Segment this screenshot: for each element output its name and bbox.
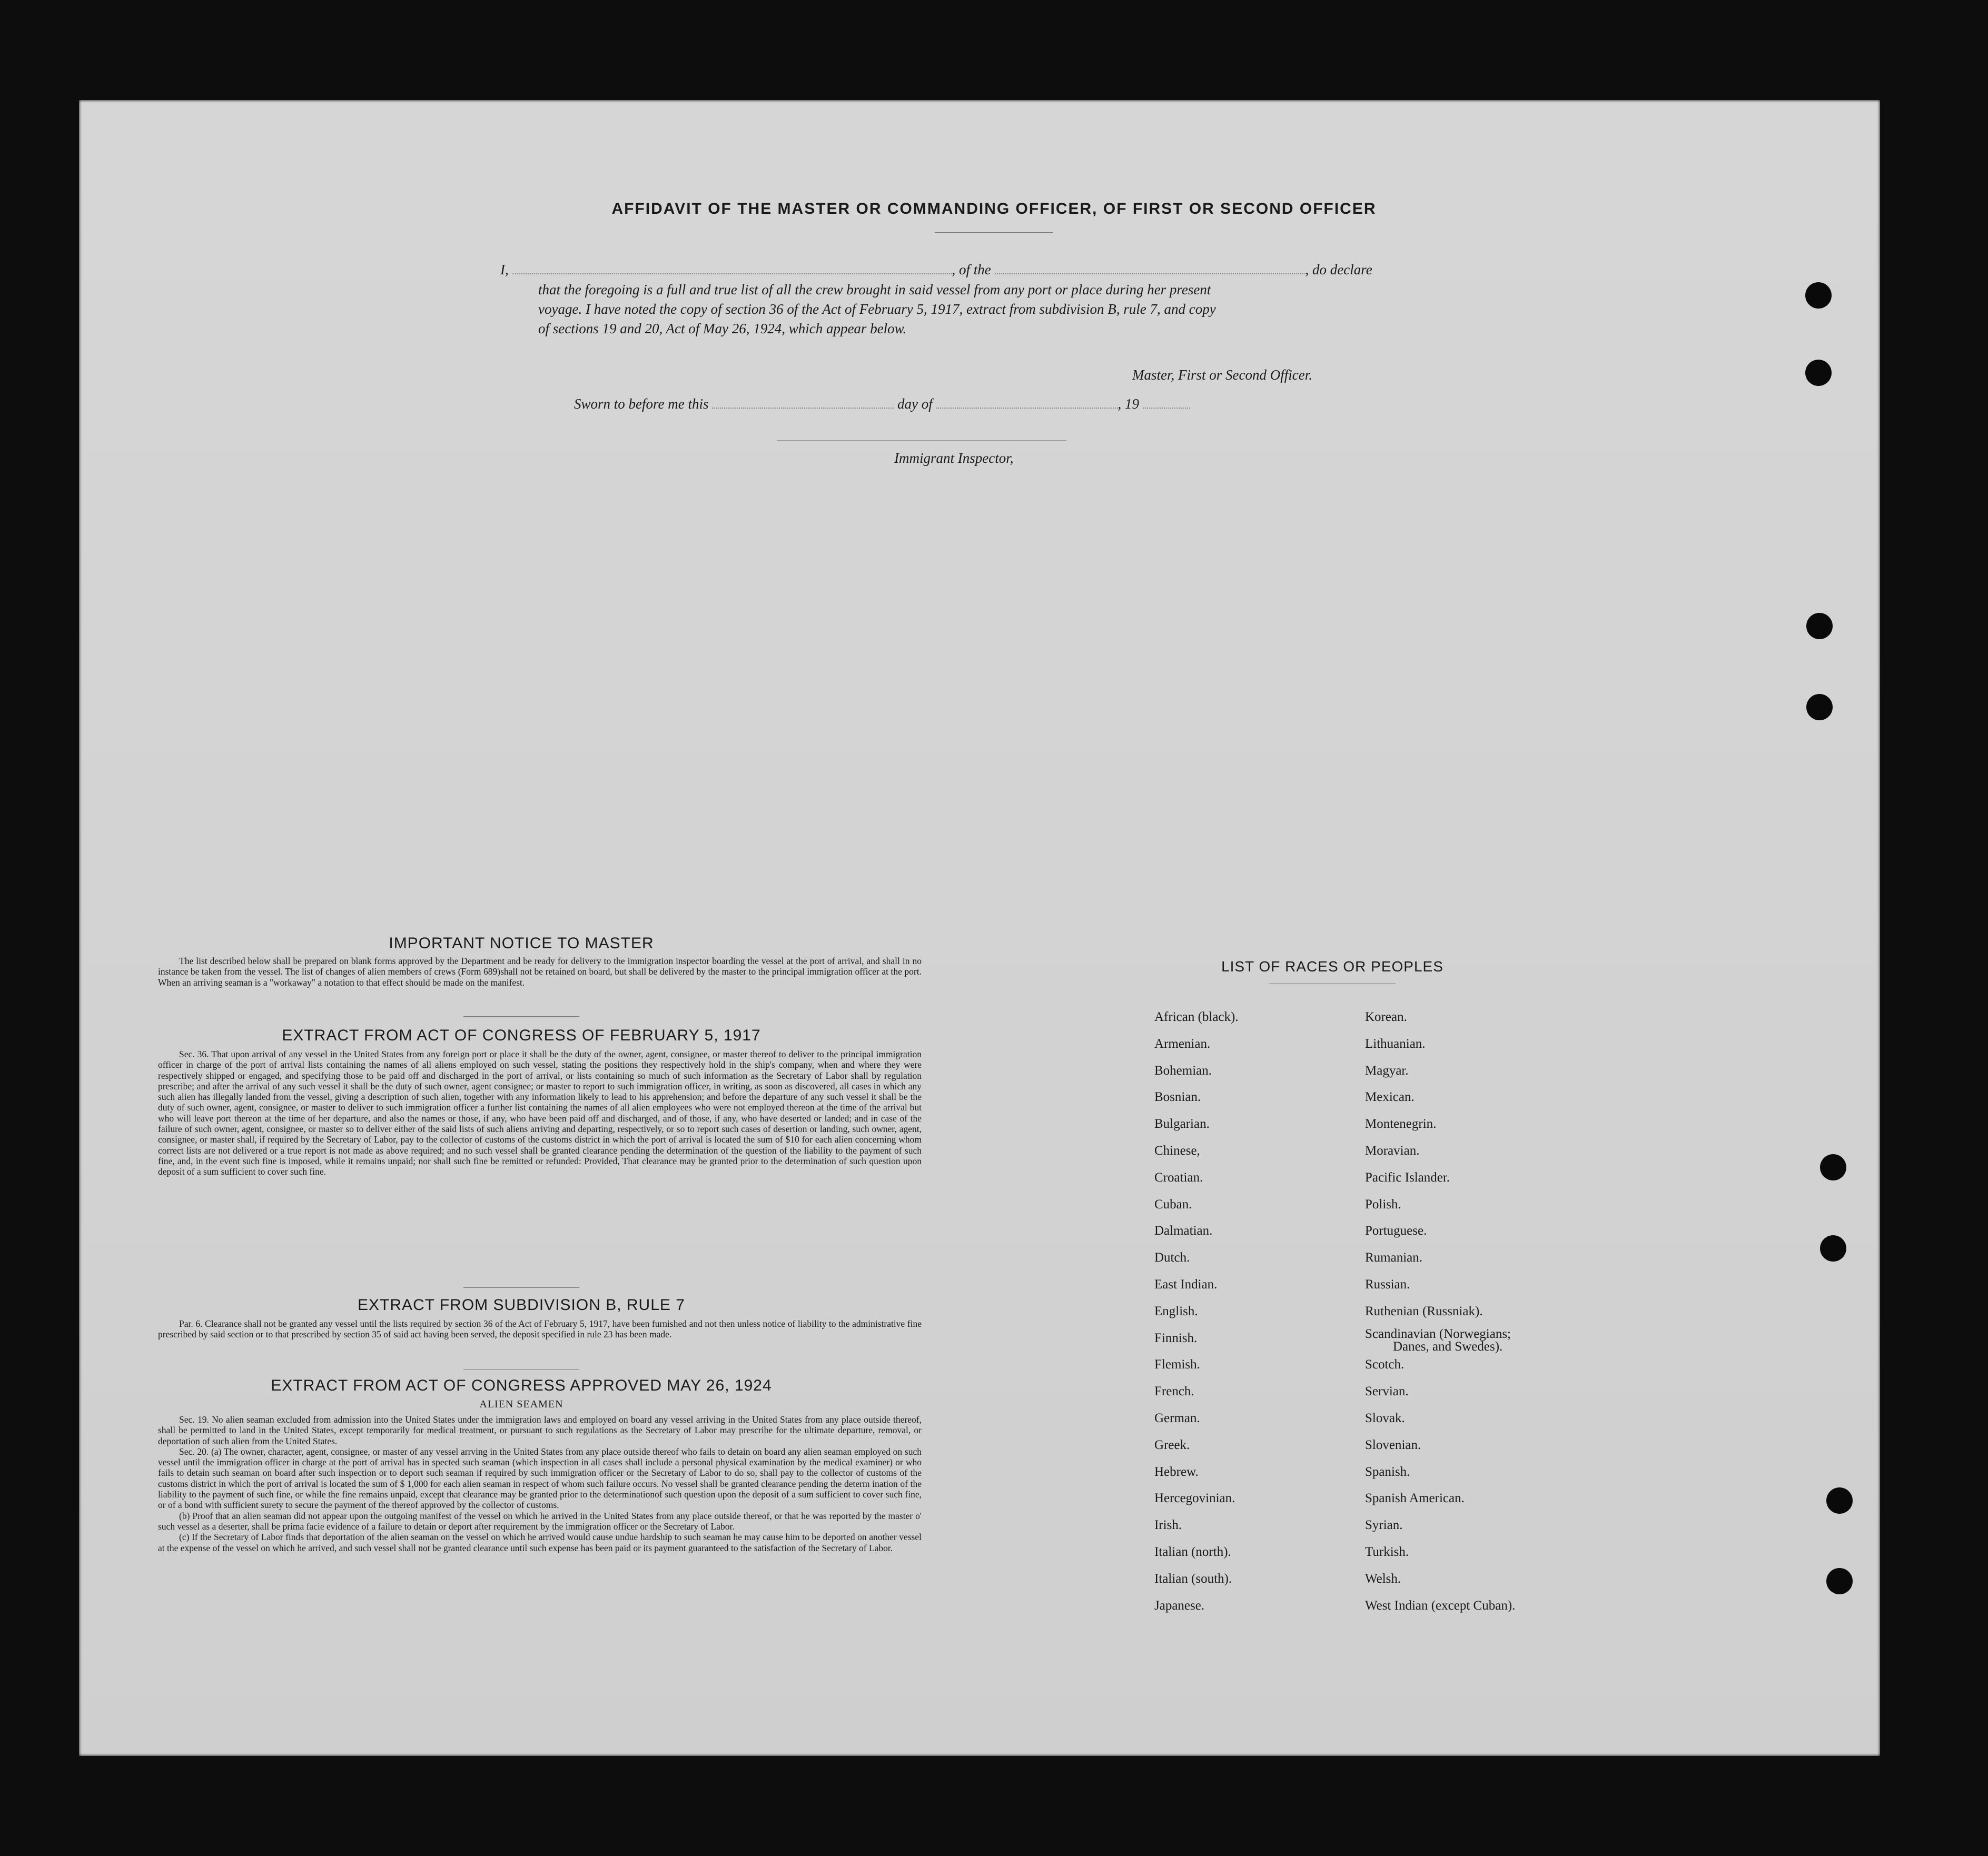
race-item: Servian. <box>1365 1384 1409 1399</box>
race-item: French. <box>1154 1384 1194 1399</box>
divider <box>935 232 1053 233</box>
affidavit-declaration-line <box>500 262 1372 278</box>
divider <box>463 1016 579 1017</box>
race-item: Montenegrin. <box>1365 1117 1437 1132</box>
race-item: Italian (north). <box>1154 1545 1231 1559</box>
race-item: Rumanian. <box>1365 1250 1423 1265</box>
extract-1924-title: EXTRACT FROM ACT OF CONGRESS APPROVED MAY 26, 1924 <box>271 1377 772 1394</box>
race-item: Mexican. <box>1365 1090 1415 1105</box>
race-item: Lithuanian. <box>1365 1036 1426 1051</box>
race-item: Greek. <box>1154 1437 1190 1452</box>
race-item: Ruthenian (Russniak). <box>1365 1304 1483 1318</box>
race-item: Japanese. <box>1154 1598 1205 1613</box>
race-item: Finnish. <box>1154 1331 1198 1345</box>
declare-label: , do declare <box>1305 262 1372 277</box>
year-label: , 19 <box>1117 396 1139 412</box>
extract-1917-body: Sec. 36. That upon arrival of any vessel in the United States from any foreign port or place it shall be the duty of the owner, agent, consignee, or master thereof to deliver to the principal immigration officer in charge of the port of arrival lists containing the names of all aliens employed on such vessel, stating the positions they respectively hold in the ship's company, when and where they were respectively shipped or engaged, and specifying those to be paid off and discharged in the port of arrival, or lists containing so much of such information as the Secretary of Labor shall by regulation prescribe; and after the arrival of any such vessel it shall be the duty of such owner, agent consignee; or master to report to such immigration officer, in writing, as soon as discovered, all cases in which any such alien has illegally landed from the vessel, giving a description of such alien, together with any information likely to lead to his apprehension; and before the departure of any such vessel it shall be the duty of such owner, agent, consignee, or master to deliver to such immigration officer a further list containing the names of all alien employees who were not employed thereon at the time of the arrival but who will leave port thereon at the time of her departure, and also the names or those, if any, who have been paid off and discharged, and of those, if any, who have deserted or landed; and in case of the failure of such owner, agent, consignee, or master so to deliver either of the said lists of such aliens arriving and departing, respectively, or so to report such cases of desertion or landing, such owner, agent, consignee, or master shall, if required by the Secretary of Labor, pay to the collector of customs of the customs district in which the port of arrival is located the sum of $10 for each alien concerning whom correct lists are not delivered or a true report is not made as above required; and no such vessel shall be granted clearance pending the determination of the question of the liability to the payment of such fine, and, in the event such fine is imposed, while it remains unpaid; nor shall such fine be remitted or refunded: Provided, That clearance may be granted prior to the determination of such question upon deposit of a sum sufficient to cover such fine. <box>158 1049 922 1177</box>
race-item: Pacific Islander. <box>1365 1170 1450 1185</box>
affidavit-title: AFFIDAVIT OF THE MASTER OR COMMANDING OFFICER, OF FIRST OR SECOND OFFICER <box>611 200 1377 217</box>
alien-seamen-subtitle: ALIEN SEAMEN <box>479 1398 563 1410</box>
binder-hole <box>1826 1487 1853 1514</box>
sec20b-paragraph: (b) Proof that an alien seaman did not appear upon the outgoing manifest of the vessel on which he arrived in the United States from any place outside thereof, or that he was reported by the master o' such vessel as a deserter, shall be prima facie evidence of a failure to detain or deport after requirement by the immigration officer or the Secretary of Labor. <box>158 1510 922 1532</box>
sworn-day-field[interactable] <box>712 408 894 409</box>
master-signature-label: Master, First or Second Officer. <box>1132 367 1312 383</box>
race-item: Flemish. <box>1154 1357 1200 1372</box>
race-item: Syrian. <box>1365 1518 1403 1533</box>
notice-title: IMPORTANT NOTICE TO MASTER <box>389 935 654 952</box>
race-item: East Indian. <box>1154 1277 1218 1292</box>
sworn-month-field[interactable] <box>936 408 1118 409</box>
binder-hole <box>1806 694 1833 720</box>
race-item: West Indian (except Cuban). <box>1365 1598 1516 1613</box>
sec19-paragraph: Sec. 19. No alien seaman excluded from admission into the United States under the immigration laws and employed on board any vessel arriving in the United States from any place outside thereof, shall be permitted to land in the United States, except temporarily for medical treatment, or pursuant to such regulations as the Secretary of Labor may prescribe for the ultimate departure, removal, or deportation of such alien from the United States. <box>158 1414 922 1446</box>
race-item: Scotch. <box>1365 1357 1405 1372</box>
inspector-label: Immigrant Inspector, <box>894 450 1014 466</box>
race-item: Slovenian. <box>1365 1437 1421 1452</box>
race-item: Cuban. <box>1154 1197 1192 1212</box>
race-item: Croatian. <box>1154 1170 1203 1185</box>
race-item: Russian. <box>1365 1277 1410 1292</box>
vessel-name-field[interactable] <box>995 273 1305 274</box>
binder-hole <box>1820 1154 1846 1180</box>
race-item: German. <box>1154 1411 1200 1425</box>
binder-hole <box>1826 1568 1853 1594</box>
race-item: Armenian. <box>1154 1036 1211 1051</box>
sec20c-paragraph: (c) If the Secretary of Labor finds that deportation of the alien seaman on the vessel on which he arrived would cause undue hardship to such seaman he may cause him to be deported on another vessel at the expense of the vessel on which he arrived, and such vessel shall not be granted clearance until such expense has been paid or its payment guaranteed to the satisfaction of the Secretary of Labor. <box>158 1532 922 1553</box>
race-item: Chinese, <box>1154 1144 1200 1158</box>
race-item: Slovak. <box>1365 1411 1405 1425</box>
race-item: Irish. <box>1154 1518 1182 1533</box>
race-item: Scandinavian (Norwegians; <box>1365 1326 1511 1341</box>
binder-hole <box>1805 282 1832 309</box>
binder-hole <box>1820 1235 1846 1262</box>
races-title: LIST OF RACES OR PEOPLES <box>1221 958 1443 975</box>
race-item: Welsh. <box>1365 1571 1401 1586</box>
declarant-label: I, <box>500 262 509 277</box>
vessel-label: , of the <box>952 262 991 277</box>
affidavit-text-line: that the foregoing is a full and true list of all the crew brought in said vessel from any port or place during her present <box>538 282 1211 297</box>
race-item: Bulgarian. <box>1154 1117 1210 1132</box>
race-item: Turkish. <box>1365 1545 1409 1559</box>
affidavit-text-line: of sections 19 and 20, Act of May 26, 1924, which appear below. <box>538 321 907 336</box>
extract-1917-title: EXTRACT FROM ACT OF CONGRESS OF FEBRUARY 5, 1917 <box>282 1027 761 1044</box>
divider <box>463 1287 579 1288</box>
race-item: Dalmatian. <box>1154 1224 1213 1238</box>
race-item: Dutch. <box>1154 1250 1190 1265</box>
race-item: Bosnian. <box>1154 1090 1201 1105</box>
binder-hole <box>1806 613 1833 639</box>
race-item: Hebrew. <box>1154 1464 1199 1479</box>
race-item: Polish. <box>1365 1197 1401 1212</box>
rule7-body: Par. 6. Clearance shall not be granted any vessel until the lists required by section 36 of the Act of February 5, 1917, have been furnished and not then unless notice of liability to the administrative fine prescribed by said section or to that prescribed by section 35 of said act having been served, the deposit specified in rule 23 has been made. <box>158 1318 922 1340</box>
affidavit-text-line: voyage. I have noted the copy of section 36 of the Act of February 5, 1917, extract from subdivision B, rule 7, and copy <box>538 301 1216 317</box>
sworn-line <box>574 396 1190 412</box>
race-item: Spanish American. <box>1365 1491 1465 1506</box>
declarant-name-field[interactable] <box>512 273 952 274</box>
race-item-continuation: Danes, and Swedes). <box>1393 1339 1503 1354</box>
race-item: Korean. <box>1365 1010 1407 1024</box>
race-item: Magyar. <box>1365 1063 1409 1078</box>
extract-1924-body <box>158 1414 922 1553</box>
race-item: Spanish. <box>1365 1464 1410 1479</box>
inspector-signature-line[interactable] <box>777 440 1066 441</box>
race-item: Portuguese. <box>1365 1224 1427 1238</box>
sworn-label: Sworn to before me this <box>574 396 709 412</box>
race-item: Italian (south). <box>1154 1571 1232 1586</box>
sec20a-paragraph: Sec. 20. (a) The owner, character, agent, consignee, or master of any vessel arrving in the United States from any place outside thereof who fails to detain on board any alien seaman employed on such vessel until the immigration officer in charge at the port of arrival has in spected such seaman (which inspection in all cases shall include a personal physical examination by the medical examiner) or who fails to detain such seaman on board after such inspection or to deport such seaman if required by such immigration officer or the Secretary of Labor to do so, shall pay to the collector of customs of the customs district in which the port of arrival is located the sum of $ 1,000 for each alien seaman in respect of whom such failure occurs. No vessel shall be granted clearance pending the determ ination of the liability to the payment of such fine, or while the fine remains unpaid, except that clearance may be granted prior to the determinationof such question upon the deposit of a sum sufficient to cover such fine, or of a bond with sufficient surety to secure the payment of the thereof approved by the collector of customs. <box>158 1446 922 1511</box>
race-item: English. <box>1154 1304 1198 1318</box>
race-item: Moravian. <box>1365 1144 1420 1158</box>
race-item: African (black). <box>1154 1010 1239 1024</box>
binder-hole <box>1805 360 1832 386</box>
rule7-title: EXTRACT FROM SUBDIVISION B, RULE 7 <box>358 1296 685 1314</box>
day-of-label: day of <box>897 396 933 412</box>
race-item: Hercegovinian. <box>1154 1491 1235 1506</box>
notice-body: The list described below shall be prepared on blank forms approved by the Department and be ready for delivery to the immigration inspector boarding the vessel at the port of arrival, and shall in no instance be taken from the vessel. The list of changes of alien members of crews (Form 689)shall not be retained on board, but shall be delivered by the master to the principal immigration officer at the port. When an arriving seaman is a "workaway" a notation to that effect should be made on the manifest. <box>158 956 922 988</box>
sworn-year-field[interactable] <box>1143 408 1190 409</box>
race-item: Bohemian. <box>1154 1063 1212 1078</box>
